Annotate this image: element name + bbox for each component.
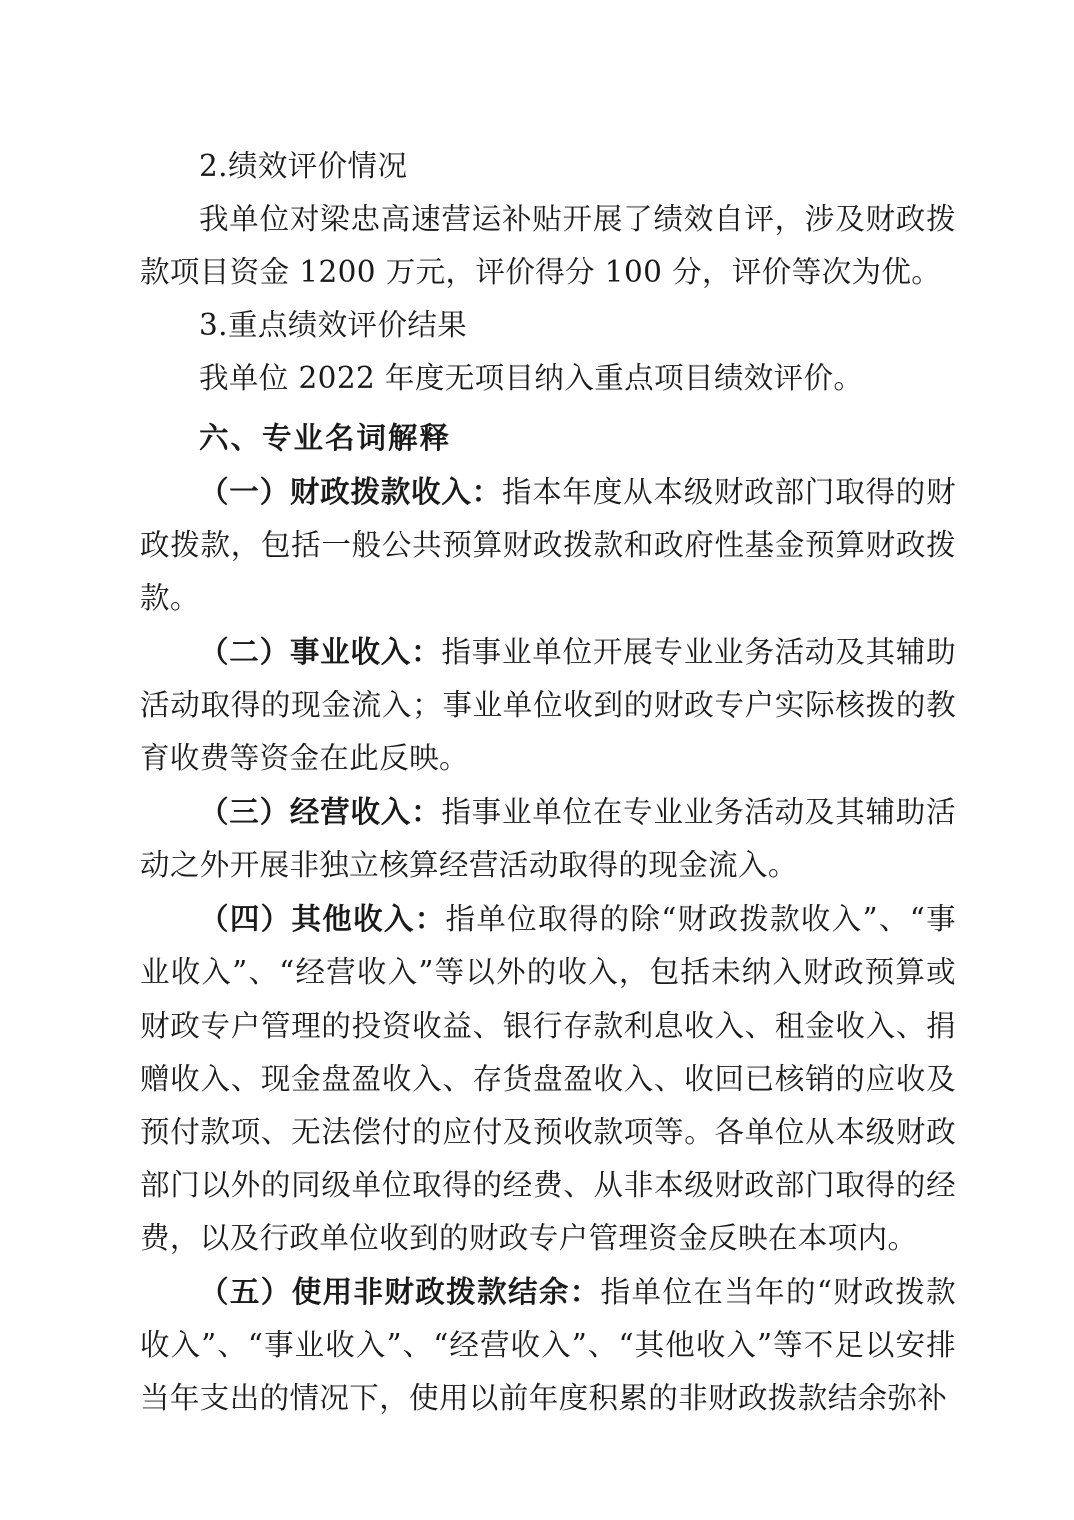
definition-text-3: 指事业单位在专业业务活动及其辅助活动之外开展非独立核算经营活动取得的现金流入。 [140,795,956,883]
paragraph-performance-evaluation-status: 我单位对梁忠高速营运补贴开展了绩效自评，涉及财政拨款项目资金 1200 万元，评价得分 100 分，评价等次为优。 [140,202,956,290]
definition-term-4: （四）其他收入： [199,901,446,937]
heading-key-performance-results: 3.重点绩效评价结果 [199,308,468,343]
definition-item-2 [140,625,956,785]
definition-term-3: （三）经营收入： [199,794,442,830]
definition-term-2: （二）事业收入： [199,633,442,669]
definition-text-5: 指单位在当年的“财政拨款收入”、“事业收入”、“经营收入”、“其他收入”等不足以安排当年支出的情况下，使用以前年度积累的非财政拨款结余弥补 [140,1274,956,1416]
definition-item-1 [140,465,956,625]
definition-item-3 [140,785,956,892]
section-heading-terminology: 六、专业名词解释 [199,420,452,456]
definition-item-5 [140,1265,956,1425]
definition-term-5: （五）使用非财政拨款结余： [199,1273,601,1309]
definition-text-4: 指单位取得的除“财政拨款收入”、“事业收入”、“经营收入”等以外的收入，包括未纳入财政预算或财政专户管理的投资收益、银行存款利息收入、租金收入、捐赠收入、现金盘盈收入、存货盘盈收入、收回已核销的应收及预付款项、无法偿付的应付及预收款项等。各单位从本级财政部门以外的同级单位取得的经费、从非本级财政部门取得的经费，以及行政单位收到的财政专户管理资金反映在本项内。 [140,902,956,1255]
definition-text-1: 指本年度从本级财政部门取得的财政拨款，包括一般公共预算财政拨款和政府性基金预算财政拨款。 [140,474,956,615]
paragraph-key-performance-results: 我单位 2022 年度无项目纳入重点项目绩效评价。 [199,361,864,396]
definition-item-4 [140,892,956,1265]
definition-text-2: 指事业单位开展专业业务活动及其辅助活动取得的现金流入；事业单位收到的财政专户实际核拨的教育收费等资金在此反映。 [140,634,956,776]
document-body [140,140,956,1425]
definition-term-1: （一）财政拨款收入： [199,473,502,509]
heading-performance-evaluation-status: 2.绩效评价情况 [199,149,408,183]
